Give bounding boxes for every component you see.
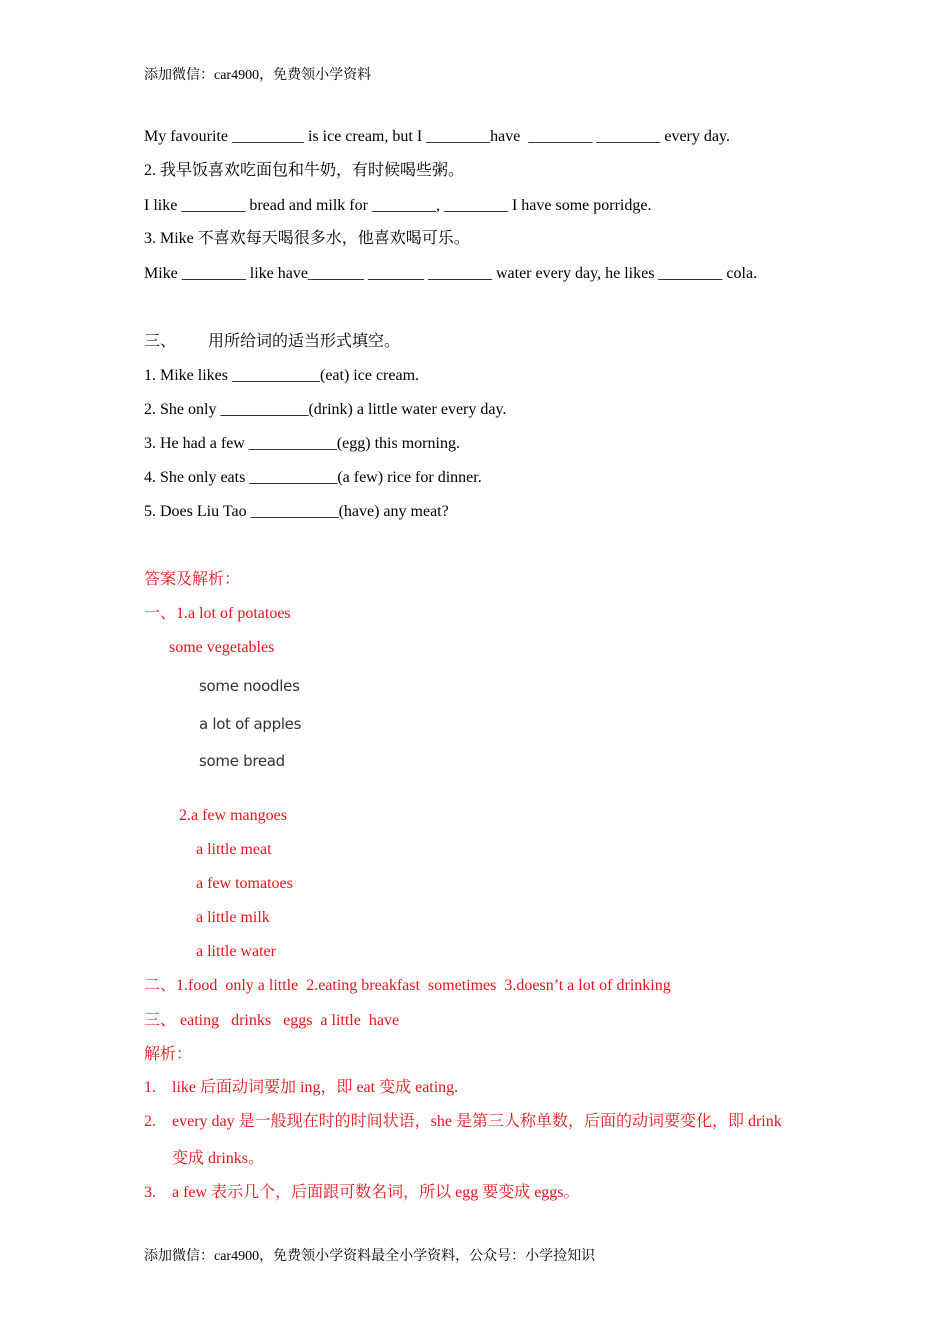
answer-line: 2.a few mangoes	[179, 807, 287, 824]
question-cn: 3. Mike 不喜欢每天喝很多水，他喜欢喝可乐。	[144, 230, 470, 247]
answer-line: 一、1.a lot of potatoes	[144, 605, 291, 622]
question-line: My favourite _________ is ice cream, but I ________have ________ ________ every day.	[144, 128, 730, 145]
answer-line: 三、 eating drinks eggs a little have	[144, 1012, 400, 1029]
exercise-item: 2. She only ___________(drink) a little water every day.	[144, 401, 507, 418]
section-title: 三、 用所给词的适当形式填空。	[144, 333, 401, 350]
answer-line: a few tomatoes	[196, 875, 293, 892]
analysis-item: 3. a few 表示几个，后面跟可数名词，所以 egg 要变成 eggs。	[144, 1184, 580, 1201]
page-header: 添加微信：car4900，免费领小学资料	[144, 68, 372, 83]
analysis-item: 1. like 后面动词要加 ing，即 eat 变成 eating.	[144, 1079, 459, 1096]
exercise-item: 1. Mike likes ___________(eat) ice cream.	[144, 367, 420, 384]
analysis-item: 2. every day 是一般现在时的时间状语，she 是第三人称单数，后面的动词要变化，即 drink	[144, 1113, 782, 1130]
exercise-item: 3. He had a few ___________(egg) this morning.	[144, 435, 460, 452]
answers-title: 答案及解析：	[144, 571, 241, 588]
answer-line: 二、1.food only a little 2.eating breakfast sometimes 3.doesn’t a lot of drinking	[144, 977, 671, 994]
answer-line: some vegetables	[169, 639, 275, 656]
question-line: I like ________ bread and milk for ________, ________ I have some porridge.	[144, 197, 652, 214]
page-footer: 添加微信：car4900，免费领小学资料最全小学资料，公众号：小学捡知识	[144, 1249, 596, 1264]
scanned-answer: some bread	[199, 752, 285, 770]
exercise-item: 4. She only eats ___________(a few) rice for dinner.	[144, 469, 482, 486]
analysis-title: 解析：	[144, 1046, 193, 1063]
question-line: Mike ________ like have_______ _______ ________ water every day, he likes ________ cola.	[144, 265, 758, 282]
question-cn: 2. 我早饭喜欢吃面包和牛奶，有时候喝些粥。	[144, 162, 465, 179]
answer-line: a little water	[196, 943, 276, 960]
answer-line: a little milk	[196, 909, 270, 926]
analysis-item: 变成 drinks。	[144, 1150, 265, 1167]
answer-line: a little meat	[196, 841, 272, 858]
exercise-item: 5. Does Liu Tao ___________(have) any meat?	[144, 503, 449, 520]
scanned-answer: some noodles	[199, 677, 300, 695]
scanned-answer: a lot of apples	[199, 715, 302, 733]
